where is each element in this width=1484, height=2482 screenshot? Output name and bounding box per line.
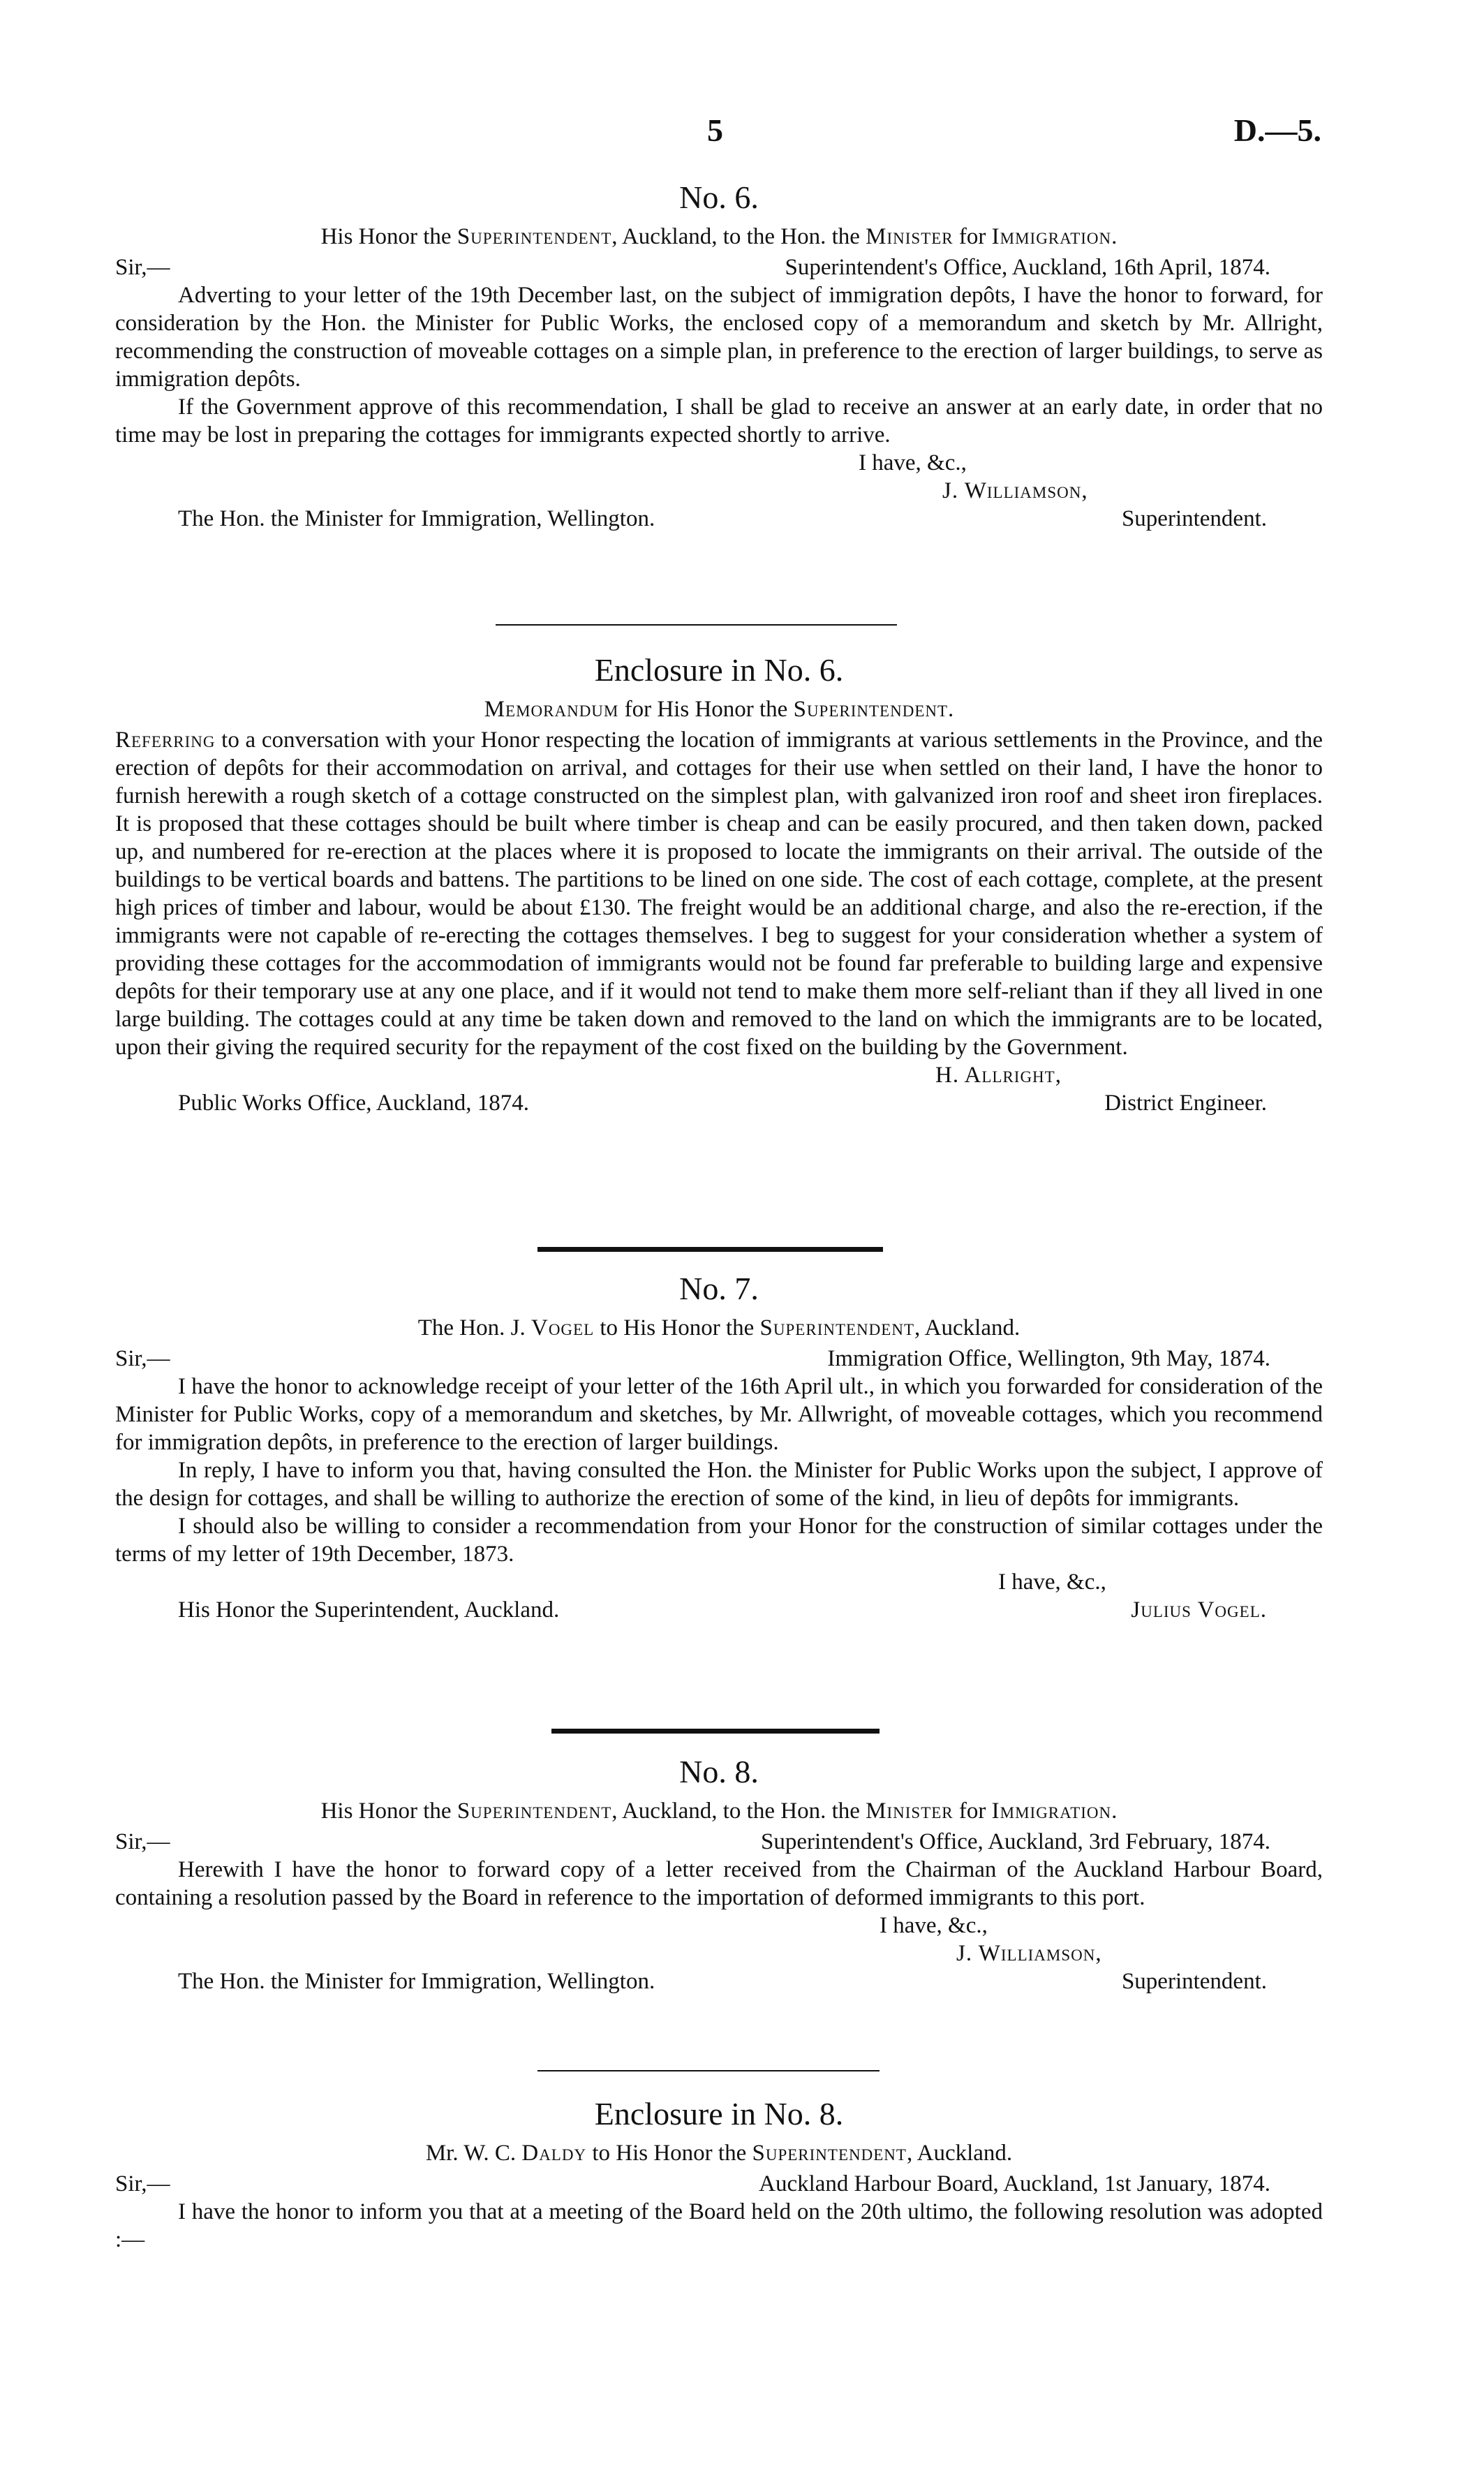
salutation: Sir,— [115, 1829, 170, 1854]
divider [551, 1729, 880, 1734]
place-date: Immigration Office, Wellington, 9th May, 1874. [827, 1346, 1270, 1371]
divider [496, 624, 897, 626]
enclosure-subhead: Memorandum for His Honor the Superintendent. [484, 697, 954, 722]
paragraph: Herewith I have the honor to forward copy of a letter received from the Chairman of the Auckland Harbour Board, containing a resolution passed by the Board in reference to the importation of deformed immigrants to this port. [115, 1857, 1323, 1910]
enclosure-heading: Enclosure in No. 8. [594, 2096, 844, 2132]
signature: J. Williamson, [942, 478, 1088, 503]
divider [537, 2070, 880, 2071]
letter-heading: No. 8. [679, 1754, 759, 1789]
closing: I have, &c., [880, 1913, 988, 1938]
addressee: The Hon. the Minister for Immigration, Wellington. [178, 506, 655, 531]
letter-no8 [115, 1752, 1323, 1997]
place-date: Auckland Harbour Board, Auckland, 1st January, 1874. [759, 2171, 1270, 2196]
signature: J. Williamson, [956, 1941, 1102, 1966]
place-date: Superintendent's Office, Auckland, 16th April, 1874. [785, 255, 1270, 280]
addressee: His Honor the Superintendent, Auckland. [178, 1597, 560, 1623]
letter-subhead: His Honor the Superintendent, Auckland, to the Hon. the Minister for Immigration. [320, 1798, 1118, 1824]
enclosure-no8 [115, 2095, 1323, 2254]
signature: Julius Vogel. [1131, 1597, 1267, 1623]
addressee: Public Works Office, Auckland, 1874. [178, 1091, 529, 1116]
letter-no7 [115, 1269, 1323, 1625]
enclosure-subhead: Mr. W. C. Daldy to His Honor the Superintendent, Auckland. [425, 2141, 1013, 2166]
salutation: Sir,— [115, 255, 170, 280]
signature: H. Allright, [935, 1063, 1062, 1088]
paragraph: In reply, I have to inform you that, having consulted the Hon. the Minister for Public Works upon the subject, I approve of the design for cottages, and shall be willing to authorize the erection of some of the kind, in lieu of depôts for immigrants. [115, 1458, 1323, 1511]
document-reference: D.—5. [1233, 112, 1321, 148]
salutation: Sir,— [115, 2171, 170, 2196]
signatory-title: District Engineer. [1104, 1091, 1267, 1116]
letter-subhead: His Honor the Superintendent, Auckland, to the Hon. the Minister for Immigration. [320, 224, 1118, 249]
page-number: 5 [707, 112, 723, 148]
divider [537, 1247, 883, 1252]
enclosure-heading: Enclosure in No. 6. [594, 652, 844, 688]
letter-subhead: The Hon. J. Vogel to His Honor the Superintendent, Auckland. [417, 1315, 1021, 1340]
enclosure-no6 [115, 651, 1323, 1118]
paragraph: Adverting to your letter of the 19th December last, on the subject of immigration depôts, I have the honor to forward, for consideration by the Hon. the Minister for Public Works, the enclosed copy of a memorandum and sketch by Mr. Allright, recommending the construction of moveable cottages on a simple plan, in preference to the erection of larger buildings, to serve as immigration depôts. [115, 283, 1323, 392]
signatory-title: Superintendent. [1121, 1969, 1267, 1994]
place-date: Superintendent's Office, Auckland, 3rd February, 1874. [761, 1829, 1270, 1854]
paragraph: I have the honor to acknowledge receipt of your letter of the 16th April ult., in which you forwarded for consideration of the Minister for Public Works, copy of a memorandum and sketches, by Mr. Allwright, of moveable cottages, which you recommend for immigration depôts, in preference to the erection of larger buildings. [115, 1374, 1323, 1455]
signatory-title: Superintendent. [1121, 506, 1267, 531]
letter-heading: No. 6. [679, 179, 759, 215]
page-header [0, 112, 1484, 161]
letter-no6 [115, 178, 1323, 534]
paragraph: I have the honor to inform you that at a meeting of the Board held on the 20th ultimo, the following resolution was adopted :— [115, 2199, 1323, 2252]
addressee: The Hon. the Minister for Immigration, Wellington. [178, 1969, 655, 1994]
paragraph: If the Government approve of this recommendation, I shall be glad to receive an answer at an early date, in order that no time may be lost in preparing the cottages for immigrants expected shortly to arrive. [115, 394, 1323, 448]
closing: I have, &c., [998, 1569, 1106, 1595]
paragraph: I should also be willing to consider a recommendation from your Honor for the construction of similar cottages under the terms of my letter of 19th December, 1873. [115, 1514, 1323, 1567]
salutation: Sir,— [115, 1346, 170, 1371]
paragraph: Referring to a conversation with your Honor respecting the location of immigrants at various settlements in the Province, and the erection of depôts for their accommodation on arrival, and cottages for their use when settled on their land, I have the honor to furnish herewith a rough sketch of a cottage constructed on the simplest plan, with galvanized iron roof and sheet iron fireplaces. It is proposed that these cottages should be built where timber is cheap and can be easily procured, and then taken down, packed up, and numbered for re-erection at the places where it is proposed to locate the immigrants on their arrival. The outside of the buildings to be vertical boards and battens. The partitions to be lined on one side. The cost of each cottage, complete, at the present high prices of timber and labour, would be about £130. The freight would be an additional charge, and also the re-erection, if the immigrants were not capable of re-erecting the cottages themselves. I beg to suggest for your consideration whether a system of providing these cottages for the accommodation of immigrants would not be found far preferable to building large and expensive depôts for their temporary use at any one place, and if it would not tend to make them more self-reliant than if they all lived in one large building. The cottages could at any time be taken down and removed to the land on which the immigrants are to be located, upon their giving the required security for the repayment of the cost fixed on the building by the Government. [115, 727, 1323, 1060]
letter-heading: No. 7. [679, 1271, 759, 1306]
closing: I have, &c., [859, 450, 967, 475]
